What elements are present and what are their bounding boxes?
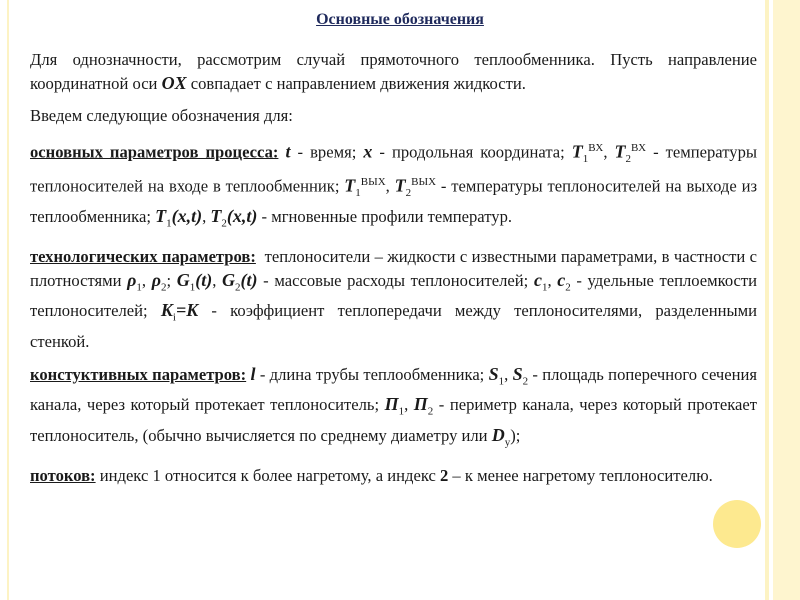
section-heading: технологических параметров: [30, 247, 256, 266]
section-constructive: констуктивных параметров: l - длина трубы теплообменника; $S_1$, $S_2$ - площадь поперечного сечения канала, через который протекает теплоноситель; $П_1$, $П_2$ - периметр канала, через который протекает теплоноситель, (обычно вычисляется по среднему диаметру или $D_y$); [30, 363, 758, 449]
right-stripe-wide [773, 0, 800, 600]
intro-paragraph [30, 48, 757, 95]
section-heading: констуктивных параметров: [30, 364, 247, 384]
slide-body [30, 48, 757, 497]
intro-text: Для однозначности, рассмотрим случай прямоточного теплообменника. Пусть направление координатной оси [30, 50, 757, 93]
section-technological: технологических параметров: теплоносители – жидкости с известными параметрами, в частности с плотностями $\rho_1$, $\rho_2$; $G_1(t)$, $G_2(t)$ - массовые расходы теплоносителей; $c_1$, $c_2$ - удельные теплоемкости теплоносителей; $K_i=K$ - коэффициент теплопередачи между теплоносителями, разделенными стенкой. [30, 247, 758, 352]
slide-title: Основные обозначения [316, 11, 484, 28]
axis-symbol: OX [161, 72, 187, 93]
intro-text-end: совпадает с направлением движения жидкости. [186, 73, 526, 93]
section-process: основных параметров процесса: t - время; x - продольная координата; $T_1^{ВХ}$, $T_2^{ВХ}$ - температуры теплоносителей на входе в теплообменник; $T_1^{ВЫХ}$, $T_2^{ВЫХ}$ - температуры теплоносителей на выходе из теплообменника; $T_1(x,t)$, $T_2(x,t)$ - мгновенные профили температур. [30, 141, 758, 230]
section-heading: потоков: [30, 466, 96, 486]
lead-paragraph: Введем следующие обозначения для: [30, 106, 293, 125]
section-heading: основных параметров процесса: [30, 142, 279, 162]
section-flows: потоков: индекс 1 относится к более нагретому, а индекс 2 – к менее нагретому теплоносителю. [30, 466, 713, 486]
right-stripe [765, 0, 769, 600]
decorative-circle [713, 500, 761, 548]
left-border-line [7, 0, 9, 600]
